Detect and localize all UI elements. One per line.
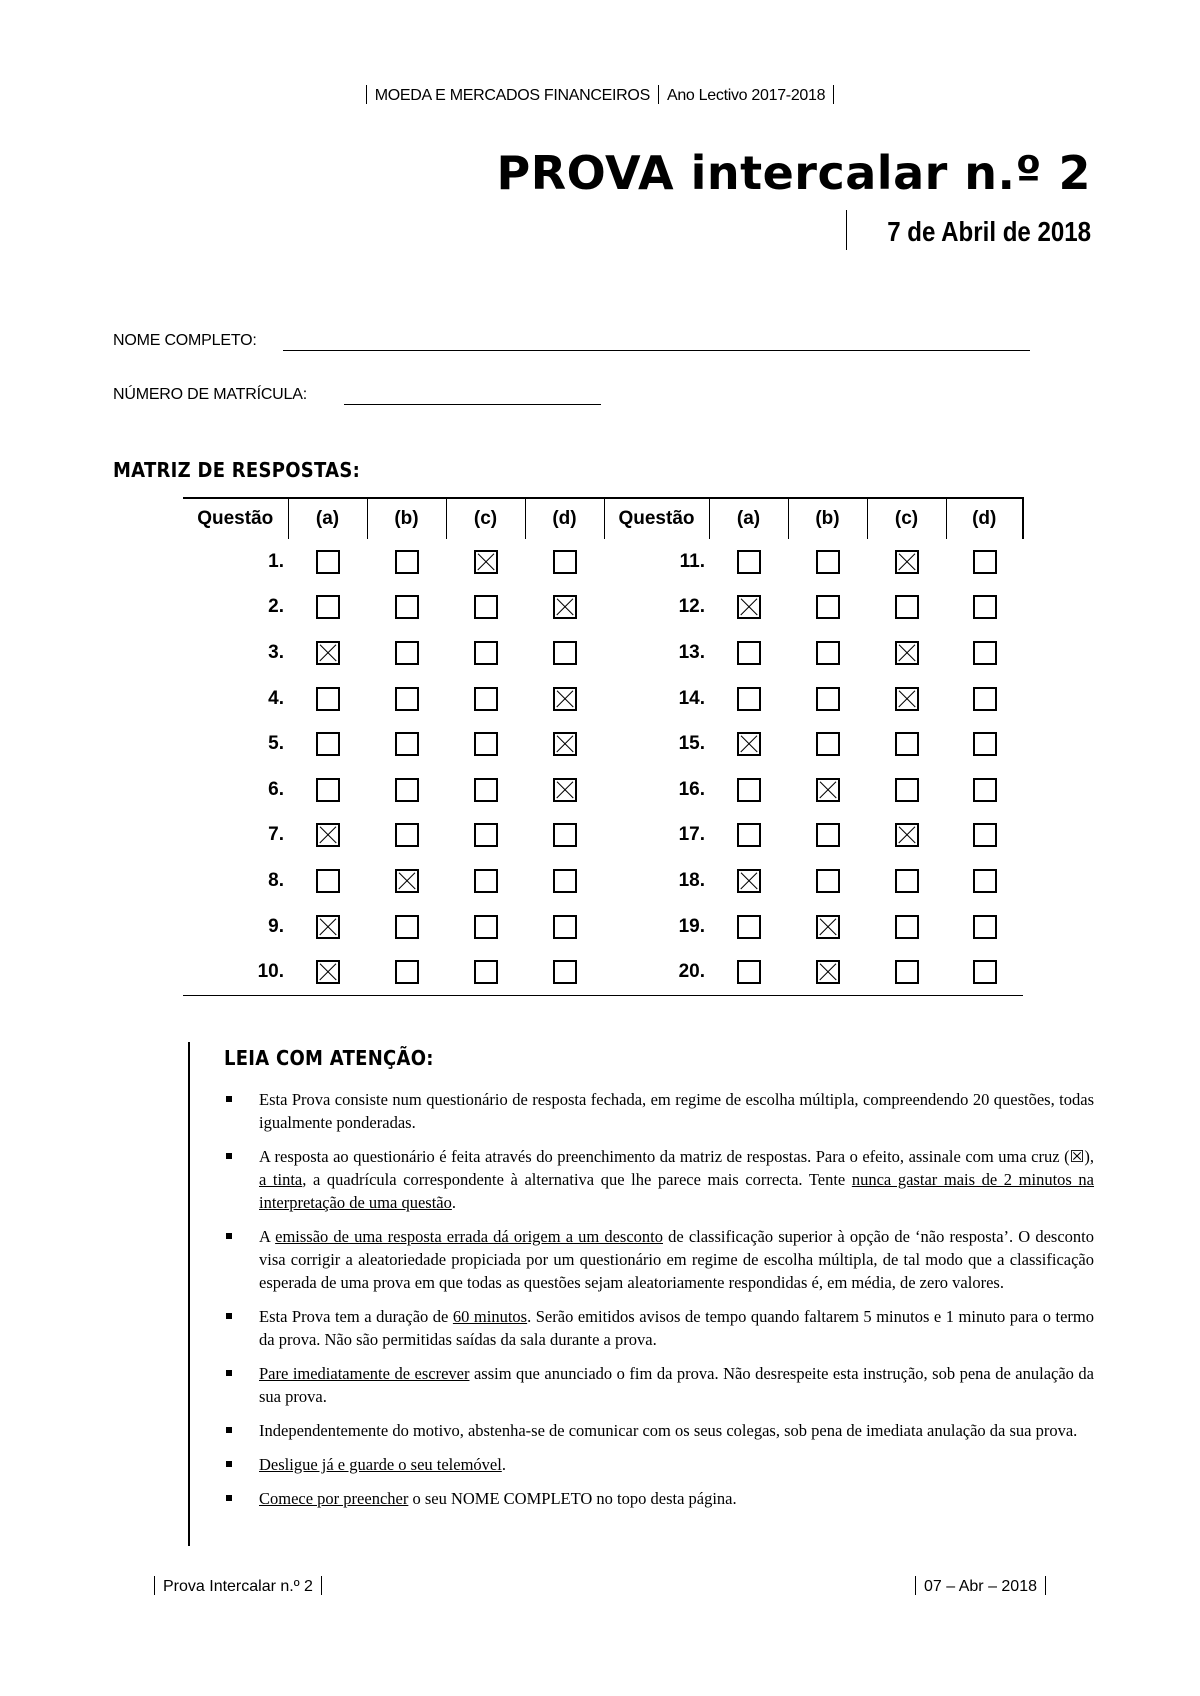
question-number: 13. xyxy=(678,641,705,663)
matrix-row xyxy=(183,676,1023,722)
answer-checkbox-q8-a[interactable] xyxy=(316,869,340,893)
answer-checkbox-q7-b[interactable] xyxy=(395,823,419,847)
answer-checkbox-q10-b[interactable] xyxy=(395,960,419,984)
answer-checkbox-q12-d[interactable] xyxy=(973,595,997,619)
question-number: 10. xyxy=(183,949,288,995)
answer-checkbox-q16-d[interactable] xyxy=(973,778,997,802)
question-number: 15. xyxy=(678,733,705,755)
page-title: PROVA intercalar n.º 2 xyxy=(496,146,1091,200)
academic-year: Ano Lectivo 2017-2018 xyxy=(666,87,826,104)
answer-checkbox-q9-d[interactable] xyxy=(553,915,577,939)
matrix-row xyxy=(183,904,1023,950)
answer-checkbox-q6-b[interactable] xyxy=(395,778,419,802)
answer-checkbox-q9-a[interactable] xyxy=(316,915,340,939)
question-number: 12. xyxy=(678,596,705,618)
answer-checkbox-q16-a[interactable] xyxy=(737,778,761,802)
answer-checkbox-q11-d[interactable] xyxy=(973,550,997,574)
answer-checkbox-q2-d[interactable] xyxy=(553,595,577,619)
answer-checkbox-q8-d[interactable] xyxy=(553,869,577,893)
question-number: 1. xyxy=(268,550,284,572)
question-number: 6. xyxy=(268,778,284,800)
matrix-row xyxy=(183,767,1023,813)
question-number: 9. xyxy=(268,915,284,937)
instruction-item: Independentemente do motivo, abstenha-se de comunicar com os seus colegas, sob pena de imediata anulação da sua prova. xyxy=(224,1419,1094,1442)
question-number: 14. xyxy=(678,687,705,709)
matrix-row xyxy=(183,858,1023,904)
answer-checkbox-q17-c[interactable] xyxy=(895,823,919,847)
instruction-item: Esta Prova consiste num questionário de resposta fechada, em regime de escolha múltipla, compreendendo 20 questões, todas igualmente ponderadas. xyxy=(224,1088,1094,1134)
footer-right xyxy=(907,1576,1054,1596)
answer-checkbox-q15-a[interactable] xyxy=(737,732,761,756)
student-number-field[interactable] xyxy=(344,404,601,405)
name-label: NOME COMPLETO: xyxy=(113,332,257,349)
question-number: 4. xyxy=(268,687,284,709)
matrix-row xyxy=(183,721,1023,767)
option-header-a: (a) xyxy=(709,498,788,539)
option-header-c: (c) xyxy=(867,498,946,539)
answer-checkbox-q13-b[interactable] xyxy=(816,641,840,665)
answer-checkbox-q14-d[interactable] xyxy=(973,687,997,711)
question-number: 5. xyxy=(268,733,284,755)
answer-checkbox-q5-b[interactable] xyxy=(395,732,419,756)
answer-checkbox-q9-b[interactable] xyxy=(395,915,419,939)
answer-checkbox-q2-c[interactable] xyxy=(474,595,498,619)
question-number: 20. xyxy=(604,949,709,995)
answer-checkbox-q17-b[interactable] xyxy=(816,823,840,847)
answer-checkbox-q19-a[interactable] xyxy=(737,915,761,939)
answer-checkbox-q4-b[interactable] xyxy=(395,687,419,711)
footer-date: 07 – Abr – 2018 xyxy=(924,1578,1037,1595)
answer-checkbox-q2-b[interactable] xyxy=(395,595,419,619)
exam-date: 7 de Abril de 2018 xyxy=(887,216,1091,247)
answer-checkbox-q14-c[interactable] xyxy=(895,687,919,711)
matrix-row xyxy=(183,585,1023,631)
answer-checkbox-q1-b[interactable] xyxy=(395,550,419,574)
instruction-item: A resposta ao questionário é feita através do preenchimento da matriz de respostas. Para o efeito, assinale com uma cruz (☒), a tinta, a quadrícula correspondente à alternativa que lhe parece mais correcta. Tente nunca gastar mais de 2 minutos na interpretação de uma questão. xyxy=(224,1145,1094,1214)
question-header-left: Questão xyxy=(183,498,288,539)
answer-checkbox-q13-d[interactable] xyxy=(973,641,997,665)
question-number: 18. xyxy=(678,869,705,891)
answer-checkbox-q1-d[interactable] xyxy=(553,550,577,574)
option-header-d: (d) xyxy=(946,498,1023,539)
matrix-row xyxy=(183,813,1023,859)
answer-checkbox-q4-d[interactable] xyxy=(553,687,577,711)
instructions-list xyxy=(224,1088,1094,1521)
answer-checkbox-q10-c[interactable] xyxy=(474,960,498,984)
answer-checkbox-q6-c[interactable] xyxy=(474,778,498,802)
answer-checkbox-q14-a[interactable] xyxy=(737,687,761,711)
option-header-b: (b) xyxy=(788,498,867,539)
answer-checkbox-q10-a[interactable] xyxy=(316,960,340,984)
course-name: MOEDA E MERCADOS FINANCEIROS xyxy=(374,87,650,104)
answer-checkbox-q15-b[interactable] xyxy=(816,732,840,756)
answer-checkbox-q5-d[interactable] xyxy=(553,732,577,756)
answer-checkbox-q15-d[interactable] xyxy=(973,732,997,756)
matrix-row xyxy=(183,539,1023,585)
matrix-row xyxy=(183,630,1023,676)
instruction-item: Desligue já e guarde o seu telemóvel. xyxy=(224,1453,1094,1476)
answer-checkbox-q19-b[interactable] xyxy=(816,915,840,939)
instruction-item: Comece por preencher o seu NOME COMPLETO no topo desta página. xyxy=(224,1487,1094,1510)
answer-checkbox-q17-a[interactable] xyxy=(737,823,761,847)
answer-checkbox-q20-c[interactable] xyxy=(895,960,919,984)
answer-checkbox-q19-d[interactable] xyxy=(973,915,997,939)
question-number: 16. xyxy=(678,778,705,800)
answer-checkbox-q2-a[interactable] xyxy=(316,595,340,619)
matrix-title: MATRIZ DE RESPOSTAS: xyxy=(113,458,361,482)
answer-checkbox-q18-b[interactable] xyxy=(816,869,840,893)
answer-checkbox-q11-c[interactable] xyxy=(895,550,919,574)
question-number: 2. xyxy=(268,596,284,618)
answer-checkbox-q19-c[interactable] xyxy=(895,915,919,939)
answer-checkbox-q12-b[interactable] xyxy=(816,595,840,619)
answer-checkbox-q5-c[interactable] xyxy=(474,732,498,756)
answer-checkbox-q3-d[interactable] xyxy=(553,641,577,665)
question-number: 3. xyxy=(268,641,284,663)
answer-checkbox-q13-a[interactable] xyxy=(737,641,761,665)
answer-checkbox-q20-a[interactable] xyxy=(737,960,761,984)
notice-divider xyxy=(188,1042,190,1546)
answer-checkbox-q8-b[interactable] xyxy=(395,869,419,893)
answer-checkbox-q16-c[interactable] xyxy=(895,778,919,802)
answer-checkbox-q7-a[interactable] xyxy=(316,823,340,847)
question-number: 17. xyxy=(678,824,705,846)
answer-checkbox-q15-c[interactable] xyxy=(895,732,919,756)
answer-checkbox-q9-c[interactable] xyxy=(474,915,498,939)
answer-checkbox-q7-d[interactable] xyxy=(553,823,577,847)
answer-checkbox-q11-a[interactable] xyxy=(737,550,761,574)
answer-checkbox-q18-a[interactable] xyxy=(737,869,761,893)
answer-checkbox-q3-a[interactable] xyxy=(316,641,340,665)
matrix-row xyxy=(183,949,1023,995)
answer-checkbox-q20-d[interactable] xyxy=(973,960,997,984)
answer-checkbox-q20-b[interactable] xyxy=(816,960,840,984)
question-number: 7. xyxy=(268,824,284,846)
answer-checkbox-q6-a[interactable] xyxy=(316,778,340,802)
answer-checkbox-q1-a[interactable] xyxy=(316,550,340,574)
answer-checkbox-q7-c[interactable] xyxy=(474,823,498,847)
answer-checkbox-q6-d[interactable] xyxy=(553,778,577,802)
answer-checkbox-q4-c[interactable] xyxy=(474,687,498,711)
footer-left xyxy=(146,1576,330,1596)
footer-exam-name: Prova Intercalar n.º 2 xyxy=(163,1578,313,1595)
answer-checkbox-q8-c[interactable] xyxy=(474,869,498,893)
answer-checkbox-q18-d[interactable] xyxy=(973,869,997,893)
instruction-item: Esta Prova tem a duração de 60 minutos. Serão emitidos avisos de tempo quando faltarem 5 minutos e 1 minuto para o termo da prova. Não são permitidas saídas da sala durante a prova. xyxy=(224,1305,1094,1351)
answer-checkbox-q11-b[interactable] xyxy=(816,550,840,574)
answer-checkbox-q12-c[interactable] xyxy=(895,595,919,619)
answer-checkbox-q14-b[interactable] xyxy=(816,687,840,711)
instruction-item: Pare imediatamente de escrever assim que anunciado o fim da prova. Não desrespeite esta instrução, sob pena de anulação da sua prova. xyxy=(224,1362,1094,1408)
answer-checkbox-q18-c[interactable] xyxy=(895,869,919,893)
answer-checkbox-q13-c[interactable] xyxy=(895,641,919,665)
name-field[interactable] xyxy=(283,350,1030,351)
answer-matrix xyxy=(183,497,1024,996)
question-number: 8. xyxy=(268,869,284,891)
question-number: 11. xyxy=(679,550,705,572)
answer-checkbox-q1-c[interactable] xyxy=(474,550,498,574)
question-number: 19. xyxy=(678,915,705,937)
answer-checkbox-q16-b[interactable] xyxy=(816,778,840,802)
option-header-a: (a) xyxy=(288,498,367,539)
option-header-d: (d) xyxy=(525,498,604,539)
instruction-item: A emissão de uma resposta errada dá origem a um desconto de classificação superior à opção de ‘não resposta’. O desconto visa corrigir a aleatoriedade propiciada por um questionário em regime de escolha múltipla, de tal modo que a classificação esperada de uma prova em que todas as questões sejam aleatoriamente respondidas é, em média, de zero valores. xyxy=(224,1225,1094,1294)
answer-checkbox-q3-c[interactable] xyxy=(474,641,498,665)
answer-checkbox-q3-b[interactable] xyxy=(395,641,419,665)
answer-checkbox-q4-a[interactable] xyxy=(316,687,340,711)
date-divider xyxy=(846,210,847,250)
notice-title: LEIA COM ATENÇÃO: xyxy=(224,1046,434,1070)
option-header-b: (b) xyxy=(367,498,446,539)
answer-checkbox-q5-a[interactable] xyxy=(316,732,340,756)
question-header-right: Questão xyxy=(604,498,709,539)
answer-checkbox-q10-d[interactable] xyxy=(553,960,577,984)
option-header-c: (c) xyxy=(446,498,525,539)
student-number-label: NÚMERO DE MATRÍCULA: xyxy=(113,386,307,403)
answer-checkbox-q17-d[interactable] xyxy=(973,823,997,847)
page-header xyxy=(0,85,1200,105)
answer-checkbox-q12-a[interactable] xyxy=(737,595,761,619)
